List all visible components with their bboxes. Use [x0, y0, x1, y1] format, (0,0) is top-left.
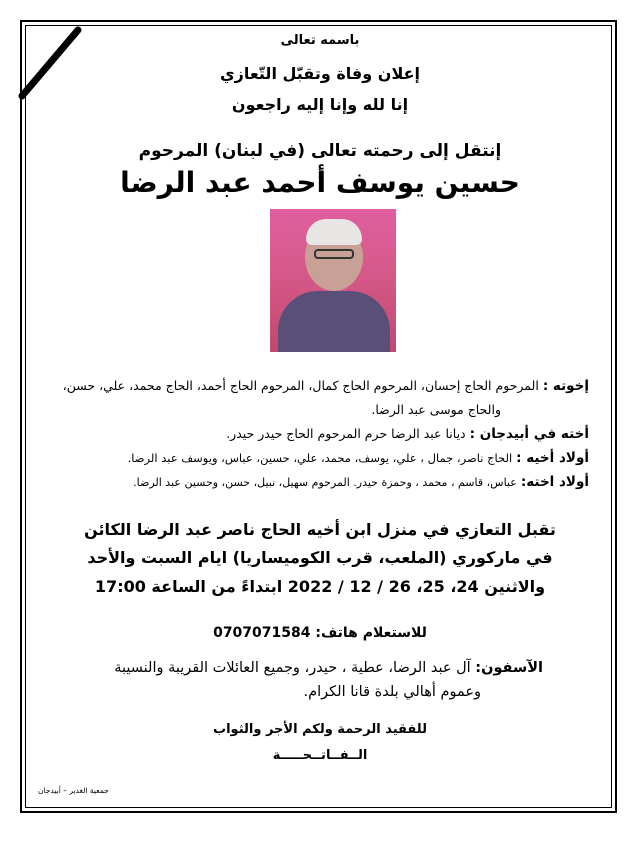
brother-children-row: [128, 450, 589, 466]
brothers-row-continued: والحاج موسى عبد الرضا.: [371, 402, 501, 417]
basmala: باسمه تعالى: [280, 33, 360, 48]
organization-credit: جمعية الغدير – أبيدجان: [38, 786, 109, 795]
photo-shirt: [278, 291, 390, 352]
contact-row: [40, 625, 600, 641]
sister-children-row: [133, 474, 589, 490]
brothers-label: إخوته :: [542, 378, 589, 394]
mourners-text: آل عبد الرضا، عطية ، حيدر، وجميع العائلات القريبة والنسيبة: [114, 660, 471, 676]
photo-glasses: [314, 249, 354, 259]
mourners-label: الآسفون:: [475, 660, 543, 676]
closing-fatiha: الــفــاتــحـــــة: [272, 748, 368, 763]
sister-children-text: عباس، قاسم ، محمد ، وحمزة حيدر. المرحوم سهيل، نبيل، حسن، وحسين عبد الرضا.: [133, 476, 517, 489]
deceased-photo: [270, 209, 396, 352]
brothers-row: [63, 378, 589, 394]
closing-prayer: للفقيد الرحمة ولكم الأجر والثواب: [213, 722, 427, 737]
brother-children-label: أولاد أخيه :: [516, 450, 589, 466]
sister-children-label: أولاد اخته:: [520, 474, 589, 490]
mourners-row-continued: وعموم أهالي بلدة قانا الكرام.: [303, 684, 481, 700]
brothers-list: المرحوم الحاج إحسان، المرحوم الحاج كمال، المرحوم الحاج أحمد، الحاج محمد، علي، حسن،: [62, 378, 539, 393]
photo-hair: [306, 219, 362, 245]
mourners-row: [114, 660, 543, 676]
condolences-line-1: تقبل التعازي في منزل ابن أخيه الحاج ناصر عبد الرضا الكائن: [84, 520, 556, 539]
announcement-title: إعلان وفاة وتقبّل التّعازي: [219, 64, 421, 83]
sister-row: [226, 426, 589, 442]
condolences-line-3: والاثنين 24، 25، 26 / 12 / 2022 ابتداءً من الساعة 17:00: [94, 577, 546, 596]
contact-phone: 0707071584: [213, 625, 311, 641]
contact-label: للاستعلام هاتف:: [315, 625, 427, 641]
brother-children-text: الحاج ناصر، جمال ، علي، يوسف، محمد، علي، حسين، عباس، ويوسف عبد الرضا.: [127, 451, 513, 465]
quran-verse: إنا لله وإنا إليه راجعون: [231, 95, 409, 114]
condolences-line-2: في ماركوري (الملعب، قرب الكوميساريا) ايام السبت والأحد: [87, 548, 553, 567]
sister-label: أخته في أبيدجان :: [469, 426, 589, 442]
sister-text: ديانا عبد الرضا حرم المرحوم الحاج حيدر حيدر.: [226, 426, 466, 441]
death-intro: إنتقل إلى رحمته تعالى (في لبنان) المرحوم: [138, 141, 502, 161]
deceased-name: حسين يوسف أحمد عبد الرضا: [120, 166, 520, 199]
